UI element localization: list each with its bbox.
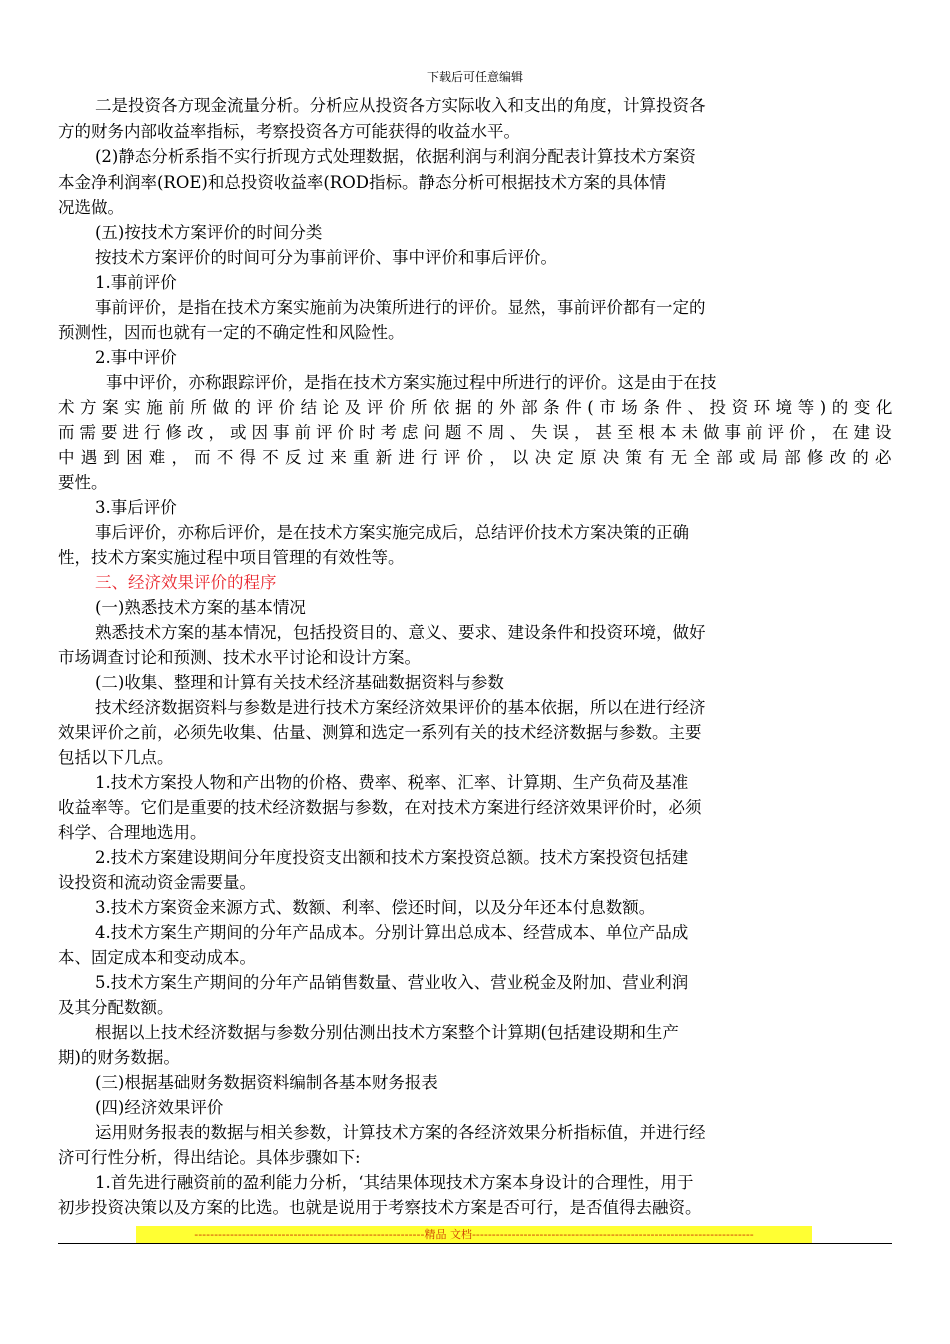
section-heading: (二)收集、整理和计算有关技术经济基础数据资料与参数 — [95, 673, 504, 692]
list-item-line: 2.技术方案建设期间分年度投资支出额和技术方案投资总额。技术方案投资包括建 — [95, 848, 689, 867]
list-item-line: 及其分配数额。 — [58, 998, 174, 1017]
paragraph-line: 技术经济数据资料与参数是进行技术方案经济效果评价的基本依据，所以在进行经济 — [95, 698, 706, 717]
list-item-line: 科学、合理地选用。 — [58, 823, 207, 842]
list-item-line: 4.技术方案生产期间的分年产品成本。分别计算出总成本、经营成本、单位产品成 — [95, 923, 689, 942]
list-item-line: 本、固定成本和变动成本。 — [58, 948, 256, 967]
list-item-line: 1.首先进行融资前的盈利能力分析，‘其结果体现技术方案本身设计的合理性，用于 — [95, 1173, 694, 1192]
list-item-line: 收益率等。它们是重要的技术经济数据与参数，在对技术方案进行经济效果评价时，必须 — [58, 798, 702, 817]
list-item-line: 初步投资决策以及方案的比选。也就是说用于考察技术方案是否可行，是否值得去融资。 — [58, 1198, 702, 1217]
paragraph-line: 包括以下几点。 — [58, 748, 174, 767]
section-heading: (五)按技术方案评价的时间分类 — [95, 223, 323, 242]
section-heading: (三)根据基础财务数据资料编制各基本财务报表 — [95, 1073, 438, 1092]
paragraph-line-justified: 事中评价，亦称跟踪评价，是指在技术方案实施过程中所进行的评价。这是由于在技 — [106, 373, 717, 392]
list-item-line: 5.技术方案生产期间的分年产品销售数量、营业收入、营业税金及附加、营业利润 — [95, 973, 689, 992]
paragraph-line: 熟悉技术方案的基本情况，包括投资目的、意义、要求、建设条件和投资环境，做好 — [95, 623, 706, 642]
page-header: 下载后可任意编辑 — [426, 70, 523, 84]
list-item-line: 3.技术方案资金来源方式、数额、利率、偿还时间，以及分年还本付息数额。 — [95, 898, 656, 917]
paragraph-line: 根据以上技术经济数据与参数分别估测出技术方案整个计算期(包括建设期和生产 — [95, 1023, 679, 1042]
list-item-line: 设投资和流动资金需要量。 — [58, 873, 256, 892]
paragraph-line: 况选做。 — [58, 198, 124, 217]
subsection-heading: 3.事后评价 — [95, 498, 177, 517]
chapter-heading: 三、经济效果评价的程序 — [95, 573, 277, 592]
paragraph-line-justified: 中遇到困难，而不得不反过来重新进行评价，以决定原决策有无全部或局部修改的必 — [58, 448, 898, 467]
section-heading: (四)经济效果评价 — [95, 1098, 224, 1117]
paragraph-line: 性，技术方案实施过程中项目管理的有效性等。 — [58, 548, 405, 567]
paragraph-line: 事前评价，是指在技术方案实施前为决策所进行的评价。显然，事前评价都有一定的 — [95, 298, 706, 317]
paragraph-line: 按技术方案评价的时间可分为事前评价、事中评价和事后评价。 — [95, 248, 557, 267]
paragraph-line-justified: 术方案实施前所做的评价结论及评价所依据的外部条件(市场条件、投资环境等)的变化 — [58, 398, 898, 417]
paragraph-line: 市场调查讨论和预测、技术水平讨论和设计方案。 — [58, 648, 421, 667]
paragraph-line: 济可行性分析，得出结论。具体步骤如下: — [58, 1148, 361, 1167]
footer-rule — [58, 1243, 892, 1244]
paragraph-line: 预测性，因而也就有一定的不确定性和风险性。 — [58, 323, 405, 342]
section-heading: (一)熟悉技术方案的基本情况 — [95, 598, 306, 617]
subsection-heading: 2.事中评价 — [95, 348, 177, 367]
paragraph-line: 要性。 — [58, 473, 108, 492]
footer-banner: ----------------------------------------------------------精品 文档----------------------------------------------------------------------- — [136, 1226, 812, 1243]
paragraph-line: 运用财务报表的数据与相关参数，计算技术方案的各经济效果分析指标值，并进行经 — [95, 1123, 706, 1142]
list-item-line: 1.技术方案投人物和产出物的价格、费率、税率、汇率、计算期、生产负荷及基准 — [95, 773, 689, 792]
paragraph-line: 事后评价，亦称后评价，是在技术方案实施完成后，总结评价技术方案决策的正确 — [95, 523, 689, 542]
subsection-heading: 1.事前评价 — [95, 273, 177, 292]
paragraph-line: (2)静态分析系指不实行折现方式处理数据，依据利润与利润分配表计算技术方案资 — [95, 147, 696, 166]
paragraph-line: 本金净利润率(ROE)和总投资收益率(ROD指标。静态分析可根据技术方案的具体情 — [58, 173, 666, 192]
paragraph-line: 方的财务内部收益率指标，考察投资各方可能获得的收益水平。 — [58, 122, 520, 141]
paragraph-line-justified: 而需要进行修改，或因事前评价时考虑问题不周、失误，甚至根本未做事前评价，在建设 — [58, 423, 897, 442]
paragraph-line: 二是投资各方现金流量分析。分析应从投资各方实际收入和支出的角度，计算投资各 — [95, 96, 706, 115]
paragraph-line: 效果评价之前，必须先收集、估量、测算和选定一系列有关的技术经济数据与参数。主要 — [58, 723, 702, 742]
paragraph-line: 期)的财务数据。 — [58, 1048, 180, 1067]
